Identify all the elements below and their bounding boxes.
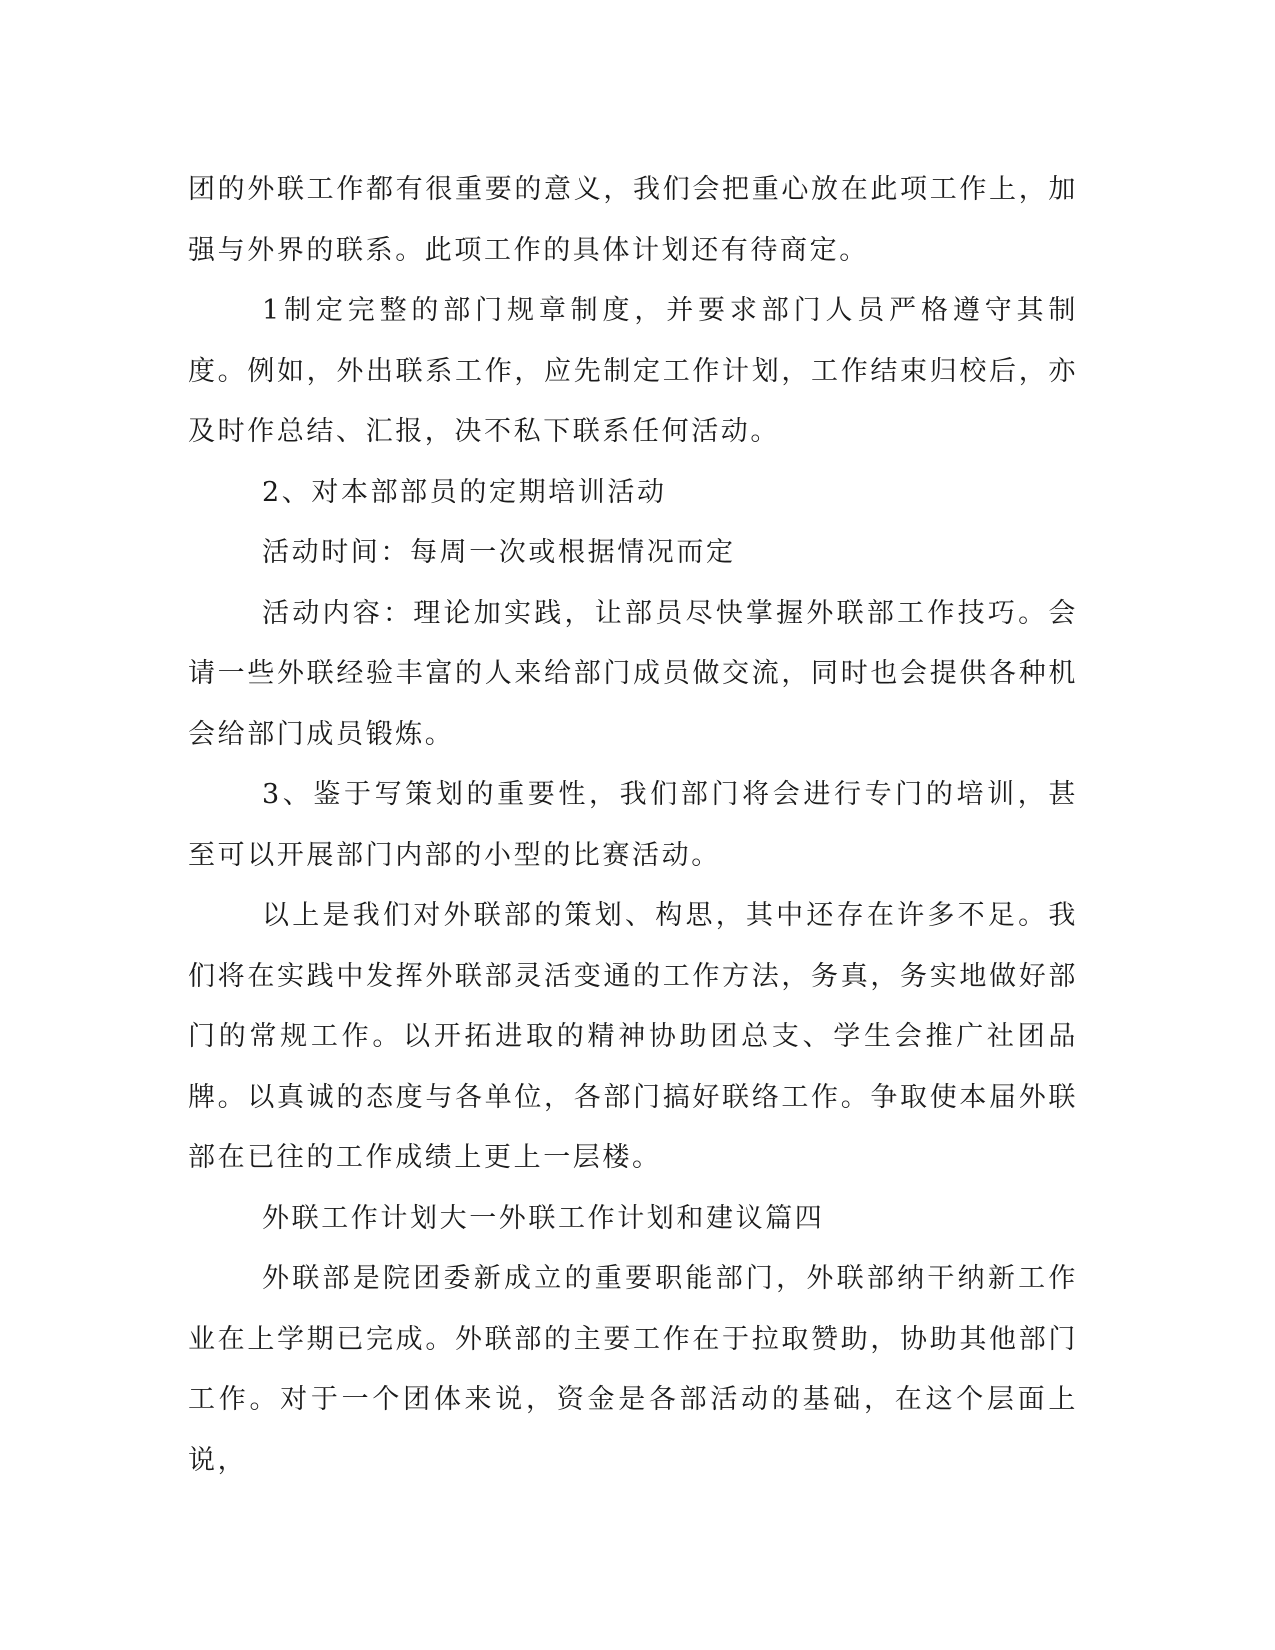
- paragraph-planning-training: 3、鉴于写策划的重要性，我们部门将会进行专门的培训，甚至可以开展部门内部的小型的比赛活动。: [188, 779, 1078, 871]
- paragraph-rule-1: 1制定完整的部门规章制度，并要求部门人员严格遵守其制度。例如，外出联系工作，应先制定工作计划，工作结束归校后，亦及时作总结、汇报，决不私下联系任何活动。: [188, 295, 1078, 447]
- paragraph-section-intro: 外联部是院团委新成立的重要职能部门，外联部纳干纳新工作业在上学期已完成。外联部的主要工作在于拉取赞助，协助其他部门工作。对于一个团体来说，资金是各部活动的基础，在这个层面上说，: [188, 1263, 1078, 1476]
- paragraph-activity-time: 活动时间：每周一次或根据情况而定: [262, 537, 736, 568]
- paragraph-training-heading: 2、对本部部员的定期培训活动: [262, 476, 667, 508]
- section-heading: 外联工作计划大一外联工作计划和建议篇四: [262, 1202, 825, 1234]
- document-body: [188, 160, 1078, 1491]
- paragraph-activity-content: 活动内容：理论加实践，让部员尽快掌握外联部工作技巧。会请一些外联经验丰富的人来给部门成员做交流，同时也会提供各种机会给部门成员锻炼。: [188, 597, 1078, 750]
- paragraph-continuation: 团的外联工作都有很重要的意义，我们会把重心放在此项工作上，加强与外界的联系。此项工作的具体计划还有待商定。: [188, 174, 1078, 266]
- paragraph-summary: 以上是我们对外联部的策划、构思，其中还存在许多不足。我们将在实践中发挥外联部灵活变通的工作方法，务真，务实地做好部门的常规工作。以开拓进取的精神协助团总支、学生会推广社团品牌。以真诚的态度与各单位，各部门搞好联络工作。争取使本届外联部在已往的工作成绩上更上一层楼。: [188, 900, 1078, 1173]
